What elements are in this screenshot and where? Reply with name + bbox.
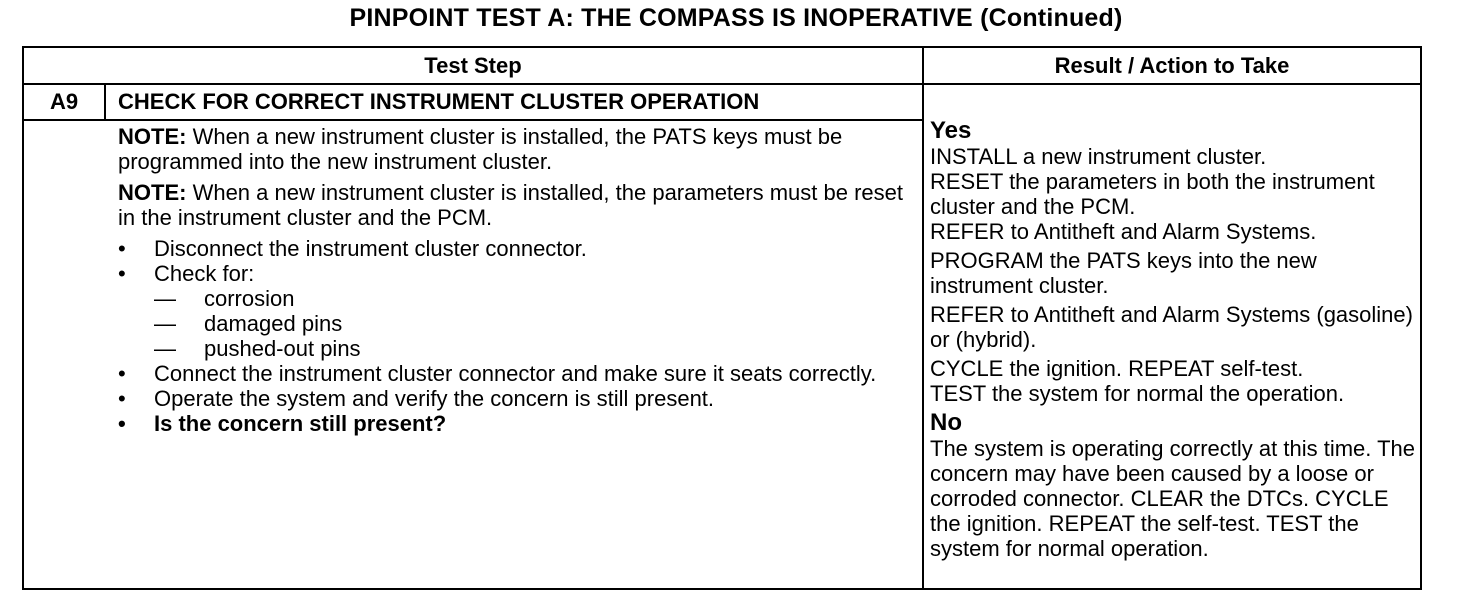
step-number-divider (104, 84, 106, 120)
yes-line: REFER to Antitheft and Alarm Systems. (930, 219, 1317, 244)
note-text: When a new instrument cluster is installed, the parameters must be reset in the instrument cluster and the PCM. (118, 180, 903, 230)
bullet-item (118, 361, 918, 386)
no-label: No (930, 409, 962, 436)
sub-item-text: damaged pins (204, 311, 343, 336)
bullet-item (118, 261, 918, 361)
sub-item (154, 286, 918, 311)
note-label: NOTE: (118, 180, 187, 205)
bullet-text: Disconnect the instrument cluster connector. (154, 236, 587, 261)
yes-line: CYCLE the ignition. REPEAT self-test. (930, 356, 1304, 381)
yes-line: RESET the parameters in both the instrument cluster and the PCM. (930, 169, 1375, 219)
header-result-action: Result / Action to Take (1054, 53, 1290, 78)
sub-item (154, 311, 918, 336)
dash-icon: — (154, 286, 176, 311)
column-divider (922, 48, 924, 588)
sub-item (154, 336, 918, 361)
bullet-text: Check for: (154, 261, 255, 286)
note-1 (118, 124, 918, 174)
yes-line: PROGRAM the PATS keys into the new instrument cluster. (930, 248, 1317, 298)
bullet-icon: • (118, 411, 126, 436)
test-step-body (118, 124, 918, 436)
pinpoint-test-table (22, 46, 1422, 590)
yes-label: Yes (930, 117, 972, 144)
step-title: CHECK FOR CORRECT INSTRUMENT CLUSTER OPERATION (118, 89, 760, 114)
dash-icon: — (154, 311, 176, 336)
bullet-text: Operate the system and verify the concern is still present. (154, 386, 715, 411)
bullet-icon: • (118, 236, 126, 261)
result-action-body (930, 118, 1418, 561)
step-bullet-list (118, 236, 918, 436)
bullet-item (118, 236, 918, 261)
note-2 (118, 180, 918, 230)
bullet-icon: • (118, 361, 126, 386)
page-title: PINPOINT TEST A: THE COMPASS IS INOPERATIVE (Continued) (349, 4, 1123, 32)
bullet-text: Connect the instrument cluster connector and make sure it seats correctly. (154, 361, 877, 386)
no-text: The system is operating correctly at this time. The concern may have been caused by a loose or corroded connector. CLEAR the DTCs. CYCLE the ignition. REPEAT the self-test. TEST the system for normal operation. (930, 436, 1415, 561)
question-text: Is the concern still present? (154, 411, 447, 436)
note-label: NOTE: (118, 124, 187, 149)
dash-icon: — (154, 336, 176, 361)
bullet-icon: • (118, 386, 126, 411)
check-sub-list (154, 286, 918, 361)
yes-line: TEST the system for normal the operation. (930, 381, 1345, 406)
yes-line: REFER to Antitheft and Alarm Systems (gasoline) or (hybrid). (930, 302, 1413, 352)
bullet-item-question (118, 411, 918, 436)
yes-line: INSTALL a new instrument cluster. (930, 144, 1267, 169)
step-number: A9 (49, 89, 79, 114)
bullet-icon: • (118, 261, 126, 286)
sub-item-text: corrosion (204, 286, 295, 311)
header-test-step: Test Step (424, 53, 522, 78)
bullet-item (118, 386, 918, 411)
sub-item-text: pushed-out pins (204, 336, 361, 361)
note-text: When a new instrument cluster is installed, the PATS keys must be programmed into the new instrument cluster. (118, 124, 843, 174)
